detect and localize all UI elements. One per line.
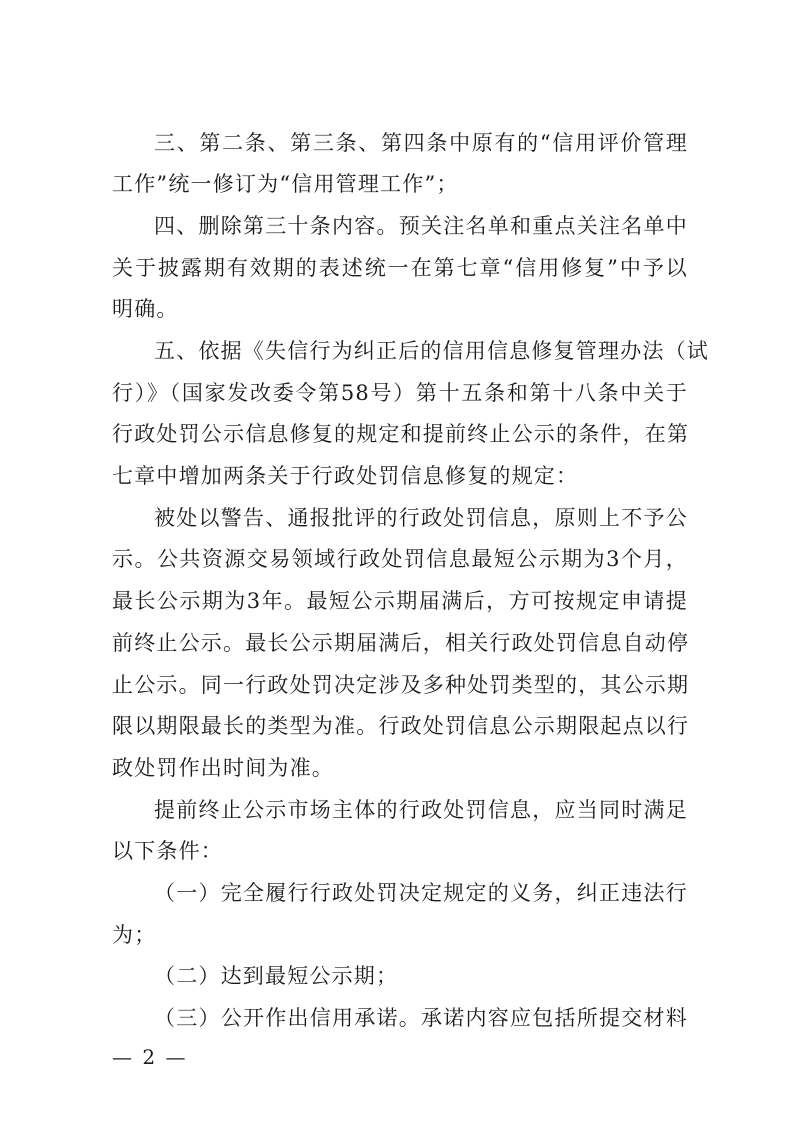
paragraph-5-line-4: 七章中增加两条关于行政处罚信息修复的规定： — [112, 464, 579, 488]
condition-1-line-2: 为； — [112, 923, 157, 947]
paragraph-6-line-1: 被处以警告、通报批评的行政处罚信息，原则上不予公 — [154, 506, 688, 530]
paragraph-6-line-4: 前终止公示。最长公示期届满后，相关行政处罚信息自动停 — [112, 631, 690, 655]
paragraph-6-line-7: 政处罚作出时间为准。 — [112, 756, 334, 780]
paragraph-4-line-2: 关于披露期有效期的表述统一在第七章“信用修复”中予以 — [112, 256, 688, 280]
paragraph-4-line-3: 明确。 — [112, 297, 179, 321]
paragraph-3-line-1: 三、第二条、第三条、第四条中原有的“信用评价管理 — [154, 131, 688, 155]
paragraph-7-line-1: 提前终止公示市场主体的行政处罚信息，应当同时满足 — [154, 798, 688, 822]
paragraph-3-line-2: 工作”统一修订为“信用管理工作”； — [112, 172, 459, 196]
paragraph-6-line-6: 限以期限最长的类型为准。行政处罚信息公示期限起点以行 — [112, 714, 690, 738]
condition-3-line-1: （三）公开作出信用承诺。承诺内容应包括所提交材料 — [154, 1006, 688, 1030]
paragraph-7-line-2: 以下条件： — [112, 839, 223, 863]
paragraph-6-line-5: 止公示。同一行政处罚决定涉及多种处罚类型的，其公示期 — [112, 673, 690, 697]
paragraph-5-line-1: 五、依据《失信行为纠正后的信用信息修复管理办法（试 — [154, 339, 709, 363]
condition-1-line-1: （一）完全履行行政处罚决定规定的义务，纠正违法行 — [154, 881, 688, 905]
paragraph-5-line-3: 行政处罚公示信息修复的规定和提前终止公示的条件，在第 — [112, 422, 690, 446]
paragraph-4-line-1: 四、删除第三十条内容。预关注名单和重点关注名单中 — [154, 214, 688, 238]
paragraph-6-line-2: 示。公共资源交易领域行政处罚信息最短公示期为3个月， — [112, 547, 688, 571]
condition-2-line-1: （二）达到最短公示期； — [154, 964, 399, 988]
paragraph-5-line-2: 行）》（国家发改委令第58号）第十五条和第十八条中关于 — [112, 381, 688, 405]
page-number: — 2 — — [112, 1045, 188, 1069]
paragraph-6-line-3: 最长公示期为3年。最短公示期届满后，方可按规定申请提 — [112, 589, 688, 613]
